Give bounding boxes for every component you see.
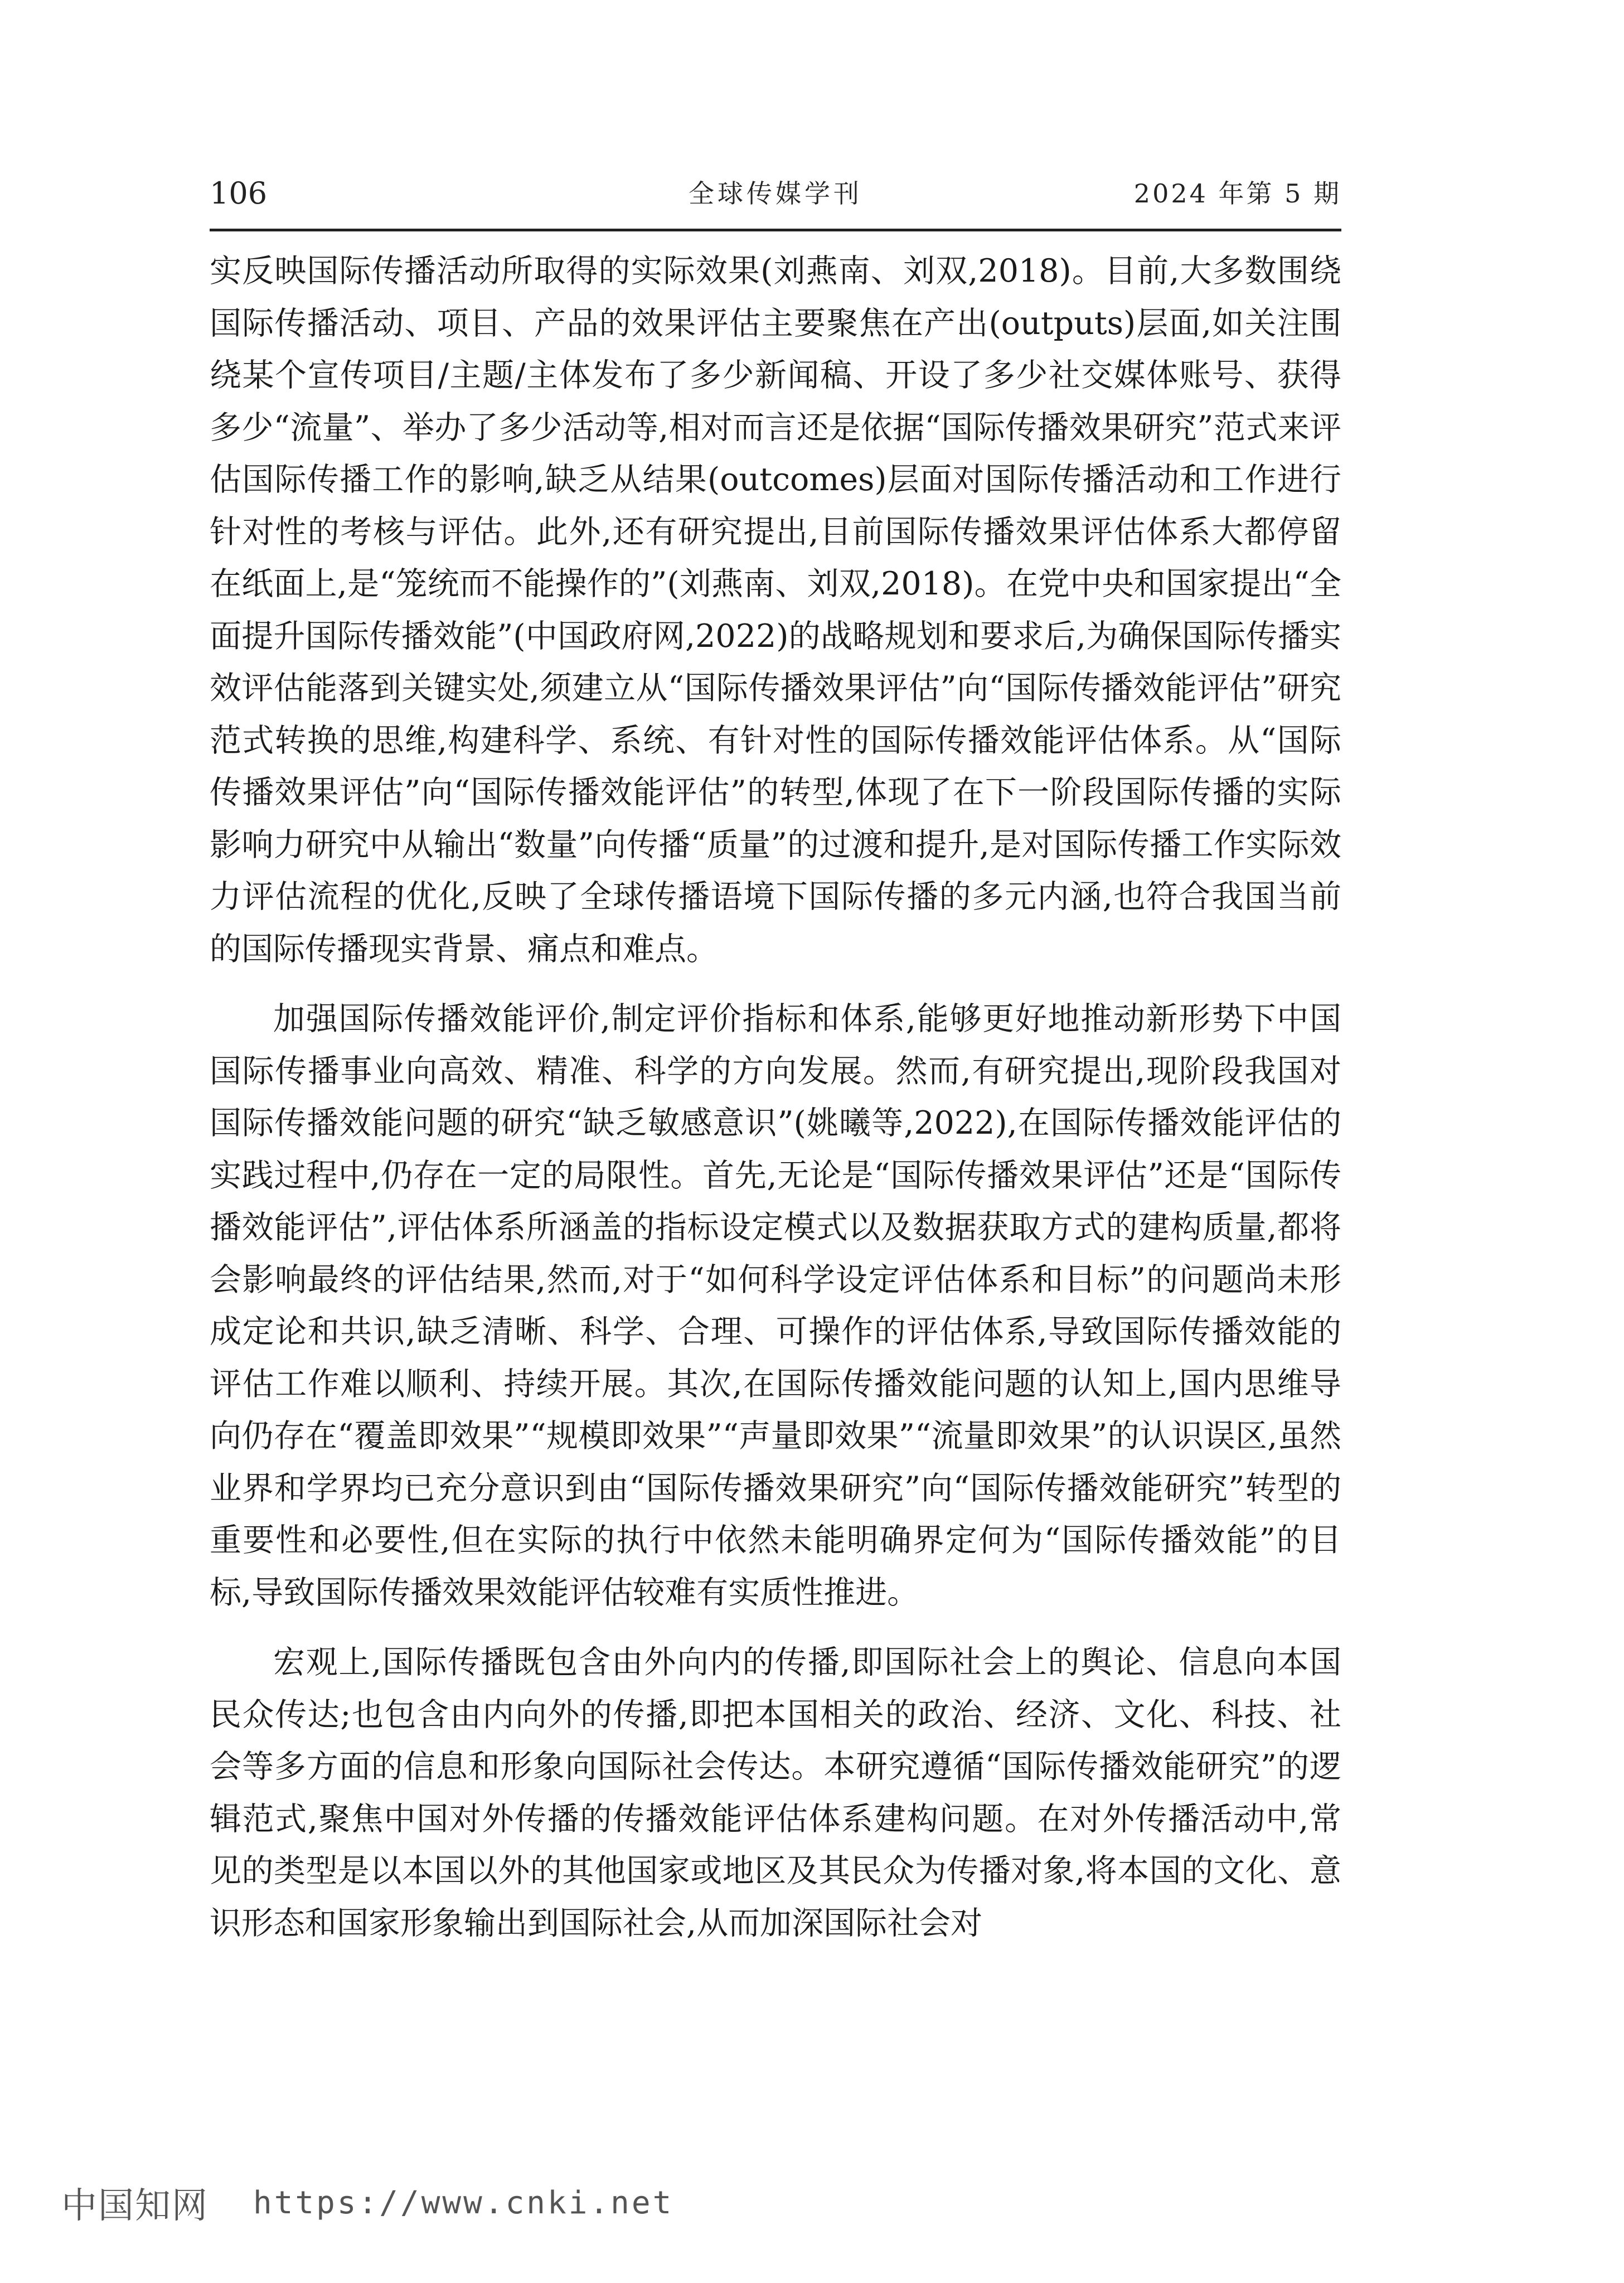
page-number: 106 [210, 176, 268, 211]
paragraph: 实反映国际传播活动所取得的实际效果(刘燕南、刘双,2018)。目前,大多数围绕国际传播活动、项目、产品的效果评估主要聚焦在产出(outputs)层面,如关注围绕某个宣传项目/主题/主体发布了多少新闻稿、开设了多少社交媒体账号、获得多少“流量”、举办了多少活动等,相对而言还是依据“国际传播效果研究”范式来评估国际传播工作的影响,缺乏从结果(outcomes)层面对国际传播活动和工作进行针对性的考核与评估。此外,还有研究提出,目前国际传播效果评估体系大都停留在纸面上,是“笼统而不能操作的”(刘燕南、刘双,2018)。在党中央和国家提出“全面提升国际传播效能”(中国政府网,2022)的战略规划和要求后,为确保国际传播实效评估能落到关键实处,须建立从“国际传播效果评估”向“国际传播效能评估”研究范式转换的思维,构建科学、系统、有针对性的国际传播效能评估体系。从“国际传播效果评估”向“国际传播效能评估”的转型,体现了在下一阶段国际传播的实际影响力研究中从输出“数量”向传播“质量”的过渡和提升,是对国际传播工作实际效力评估流程的优化,反映了全球传播语境下国际传播的多元内涵,也符合我国当前的国际传播现实背景、痛点和难点。 [210, 253, 1341, 968]
journal-title: 全球传媒学刊 [689, 178, 862, 209]
cnki-url[interactable]: https://www.cnki.net [253, 2184, 674, 2221]
issue-label: 2024 年第 5 期 [1133, 178, 1341, 209]
article-body [210, 245, 1341, 1967]
paragraph: 加强国际传播效能评价,制定评价指标和体系,能够更好地推动新形势下中国国际传播事业向高效、精准、科学的方向发展。然而,有研究提出,现阶段我国对国际传播效能问题的研究“缺乏敏感意识”(姚曦等,2022),在国际传播效能评估的实践过程中,仍存在一定的局限性。首先,无论是“国际传播效果评估”还是“国际传播效能评估”,评估体系所涵盖的指标设定模式以及数据获取方式的建构质量,都将会影响最终的评估结果,然而,对于“如何科学设定评估体系和目标”的问题尚未形成定论和共识,缺乏清晰、科学、合理、可操作的评估体系,导致国际传播效能的评估工作难以顺利、持续开展。其次,在国际传播效能问题的认知上,国内思维导向仍存在“覆盖即效果”“规模即效果”“声量即效果”“流量即效果”的认识误区,虽然业界和学界均已充分意识到由“国际传播效果研究”向“国际传播效能研究”转型的重要性和必要性,但在实际的执行中依然未能明确界定何为“国际传播效能”的目标,导致国际传播效果效能评估较难有实质性推进。 [210, 1000, 1341, 1611]
paragraph: 宏观上,国际传播既包含由外向内的传播,即国际社会上的舆论、信息向本国民众传达;也包含由内向外的传播,即把本国相关的政治、经济、文化、科技、社会等多方面的信息和形象向国际社会传达。本研究遵循“国际传播效能研究”的逻辑范式,聚焦中国对外传播的传播效能评估体系建构问题。在对外传播活动中,常见的类型是以本国以外的其他国家或地区及其民众为传播对象,将本国的文化、意识形态和国家形象输出到国际社会,从而加深国际社会对 [210, 1644, 1341, 1942]
watermark-footer [61, 2175, 673, 2231]
running-header [210, 167, 1341, 231]
cnki-logo: 中国知网 [61, 2185, 209, 2227]
